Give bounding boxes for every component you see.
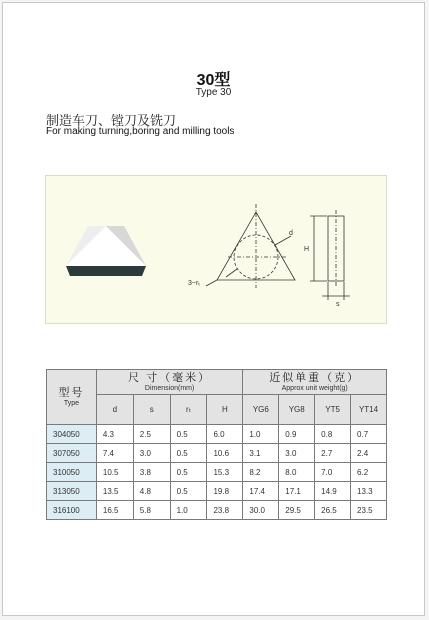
type-cell: 304050 bbox=[47, 425, 97, 444]
insert-drawing bbox=[46, 176, 388, 325]
table-row bbox=[47, 482, 387, 501]
table-cell: 3.0 bbox=[279, 444, 315, 463]
insert-side-view bbox=[310, 210, 350, 300]
table-cell: 7.0 bbox=[315, 463, 351, 482]
type-header-cn: 型号 bbox=[58, 386, 85, 399]
dimension-header bbox=[96, 370, 243, 395]
page-title: 30型 bbox=[196, 72, 231, 89]
table-cell: 0.5 bbox=[170, 425, 207, 444]
table-cell: 6.0 bbox=[207, 425, 243, 444]
table-cell: 0.7 bbox=[351, 425, 387, 444]
page-subtitle: Type 30 bbox=[195, 87, 232, 98]
triangle-top-view bbox=[206, 204, 295, 288]
table-cell: 10.5 bbox=[96, 463, 133, 482]
table-cell: 10.6 bbox=[207, 444, 243, 463]
insert-3d-image bbox=[66, 226, 146, 276]
table-cell: 2.7 bbox=[315, 444, 351, 463]
label-s: s bbox=[336, 301, 340, 308]
table-cell: 0.8 bbox=[315, 425, 351, 444]
table-cell: 1.0 bbox=[170, 501, 207, 520]
type-cell: 310050 bbox=[47, 463, 97, 482]
type-cell: 307050 bbox=[47, 444, 97, 463]
table-cell: 2.4 bbox=[351, 444, 387, 463]
table-cell: 30.0 bbox=[243, 501, 279, 520]
type-cell: 316100 bbox=[47, 501, 97, 520]
table-cell: 14.9 bbox=[315, 482, 351, 501]
column-header: YG6 bbox=[243, 395, 279, 425]
specification-table bbox=[46, 369, 387, 520]
section-heading-cn: 制造车刀、镗刀及铣刀 bbox=[46, 113, 177, 128]
weight-header-cn: 近似单重（克） bbox=[269, 371, 361, 384]
label-radius: 3~rₜ bbox=[188, 280, 201, 287]
column-header: rₜ bbox=[170, 395, 207, 425]
table-cell: 17.1 bbox=[279, 482, 315, 501]
insert-figure-panel bbox=[45, 175, 387, 324]
table-cell: 8.2 bbox=[243, 463, 279, 482]
table-cell: 8.0 bbox=[279, 463, 315, 482]
column-header: H bbox=[207, 395, 243, 425]
table-cell: 19.8 bbox=[207, 482, 243, 501]
table-cell: 16.5 bbox=[96, 501, 133, 520]
column-header: YT5 bbox=[315, 395, 351, 425]
document-page bbox=[2, 2, 425, 616]
table-cell: 3.8 bbox=[133, 463, 170, 482]
table-row bbox=[47, 501, 387, 520]
table-row bbox=[47, 444, 387, 463]
label-H: H bbox=[304, 246, 310, 253]
table-cell: 0.5 bbox=[170, 482, 207, 501]
table-cell: 0.9 bbox=[279, 425, 315, 444]
dimension-header-cn: 尺 寸（毫米） bbox=[128, 371, 212, 384]
table-cell: 0.5 bbox=[170, 444, 207, 463]
table-cell: 5.8 bbox=[133, 501, 170, 520]
table-cell: 1.0 bbox=[243, 425, 279, 444]
table-cell: 4.8 bbox=[133, 482, 170, 501]
table-cell: 4.3 bbox=[96, 425, 133, 444]
table-row bbox=[47, 463, 387, 482]
table-cell: 15.3 bbox=[207, 463, 243, 482]
label-d: d bbox=[289, 230, 293, 237]
column-header: YT14 bbox=[351, 395, 387, 425]
dimension-header-en: Dimension(mm) bbox=[144, 384, 195, 392]
weight-header-en: Approx unit weight(g) bbox=[281, 384, 348, 392]
table-cell: 23.8 bbox=[207, 501, 243, 520]
table-cell: 3.0 bbox=[133, 444, 170, 463]
table-cell: 13.3 bbox=[351, 482, 387, 501]
weight-header bbox=[243, 370, 387, 395]
type-header-en: Type bbox=[63, 399, 80, 407]
type-cell: 313050 bbox=[47, 482, 97, 501]
table-cell: 7.4 bbox=[96, 444, 133, 463]
table-cell: 0.5 bbox=[170, 463, 207, 482]
table-cell: 3.1 bbox=[243, 444, 279, 463]
column-header: YG8 bbox=[279, 395, 315, 425]
section-heading-en: For making turning,boring and milling tools bbox=[46, 126, 235, 137]
column-header: s bbox=[133, 395, 170, 425]
table-cell: 26.5 bbox=[315, 501, 351, 520]
table-cell: 13.5 bbox=[96, 482, 133, 501]
table-cell: 17.4 bbox=[243, 482, 279, 501]
table-cell: 6.2 bbox=[351, 463, 387, 482]
table-cell: 29.5 bbox=[279, 501, 315, 520]
table-row bbox=[47, 425, 387, 444]
type-header bbox=[47, 370, 97, 425]
table-cell: 23.5 bbox=[351, 501, 387, 520]
table-cell: 2.5 bbox=[133, 425, 170, 444]
column-header: d bbox=[96, 395, 133, 425]
